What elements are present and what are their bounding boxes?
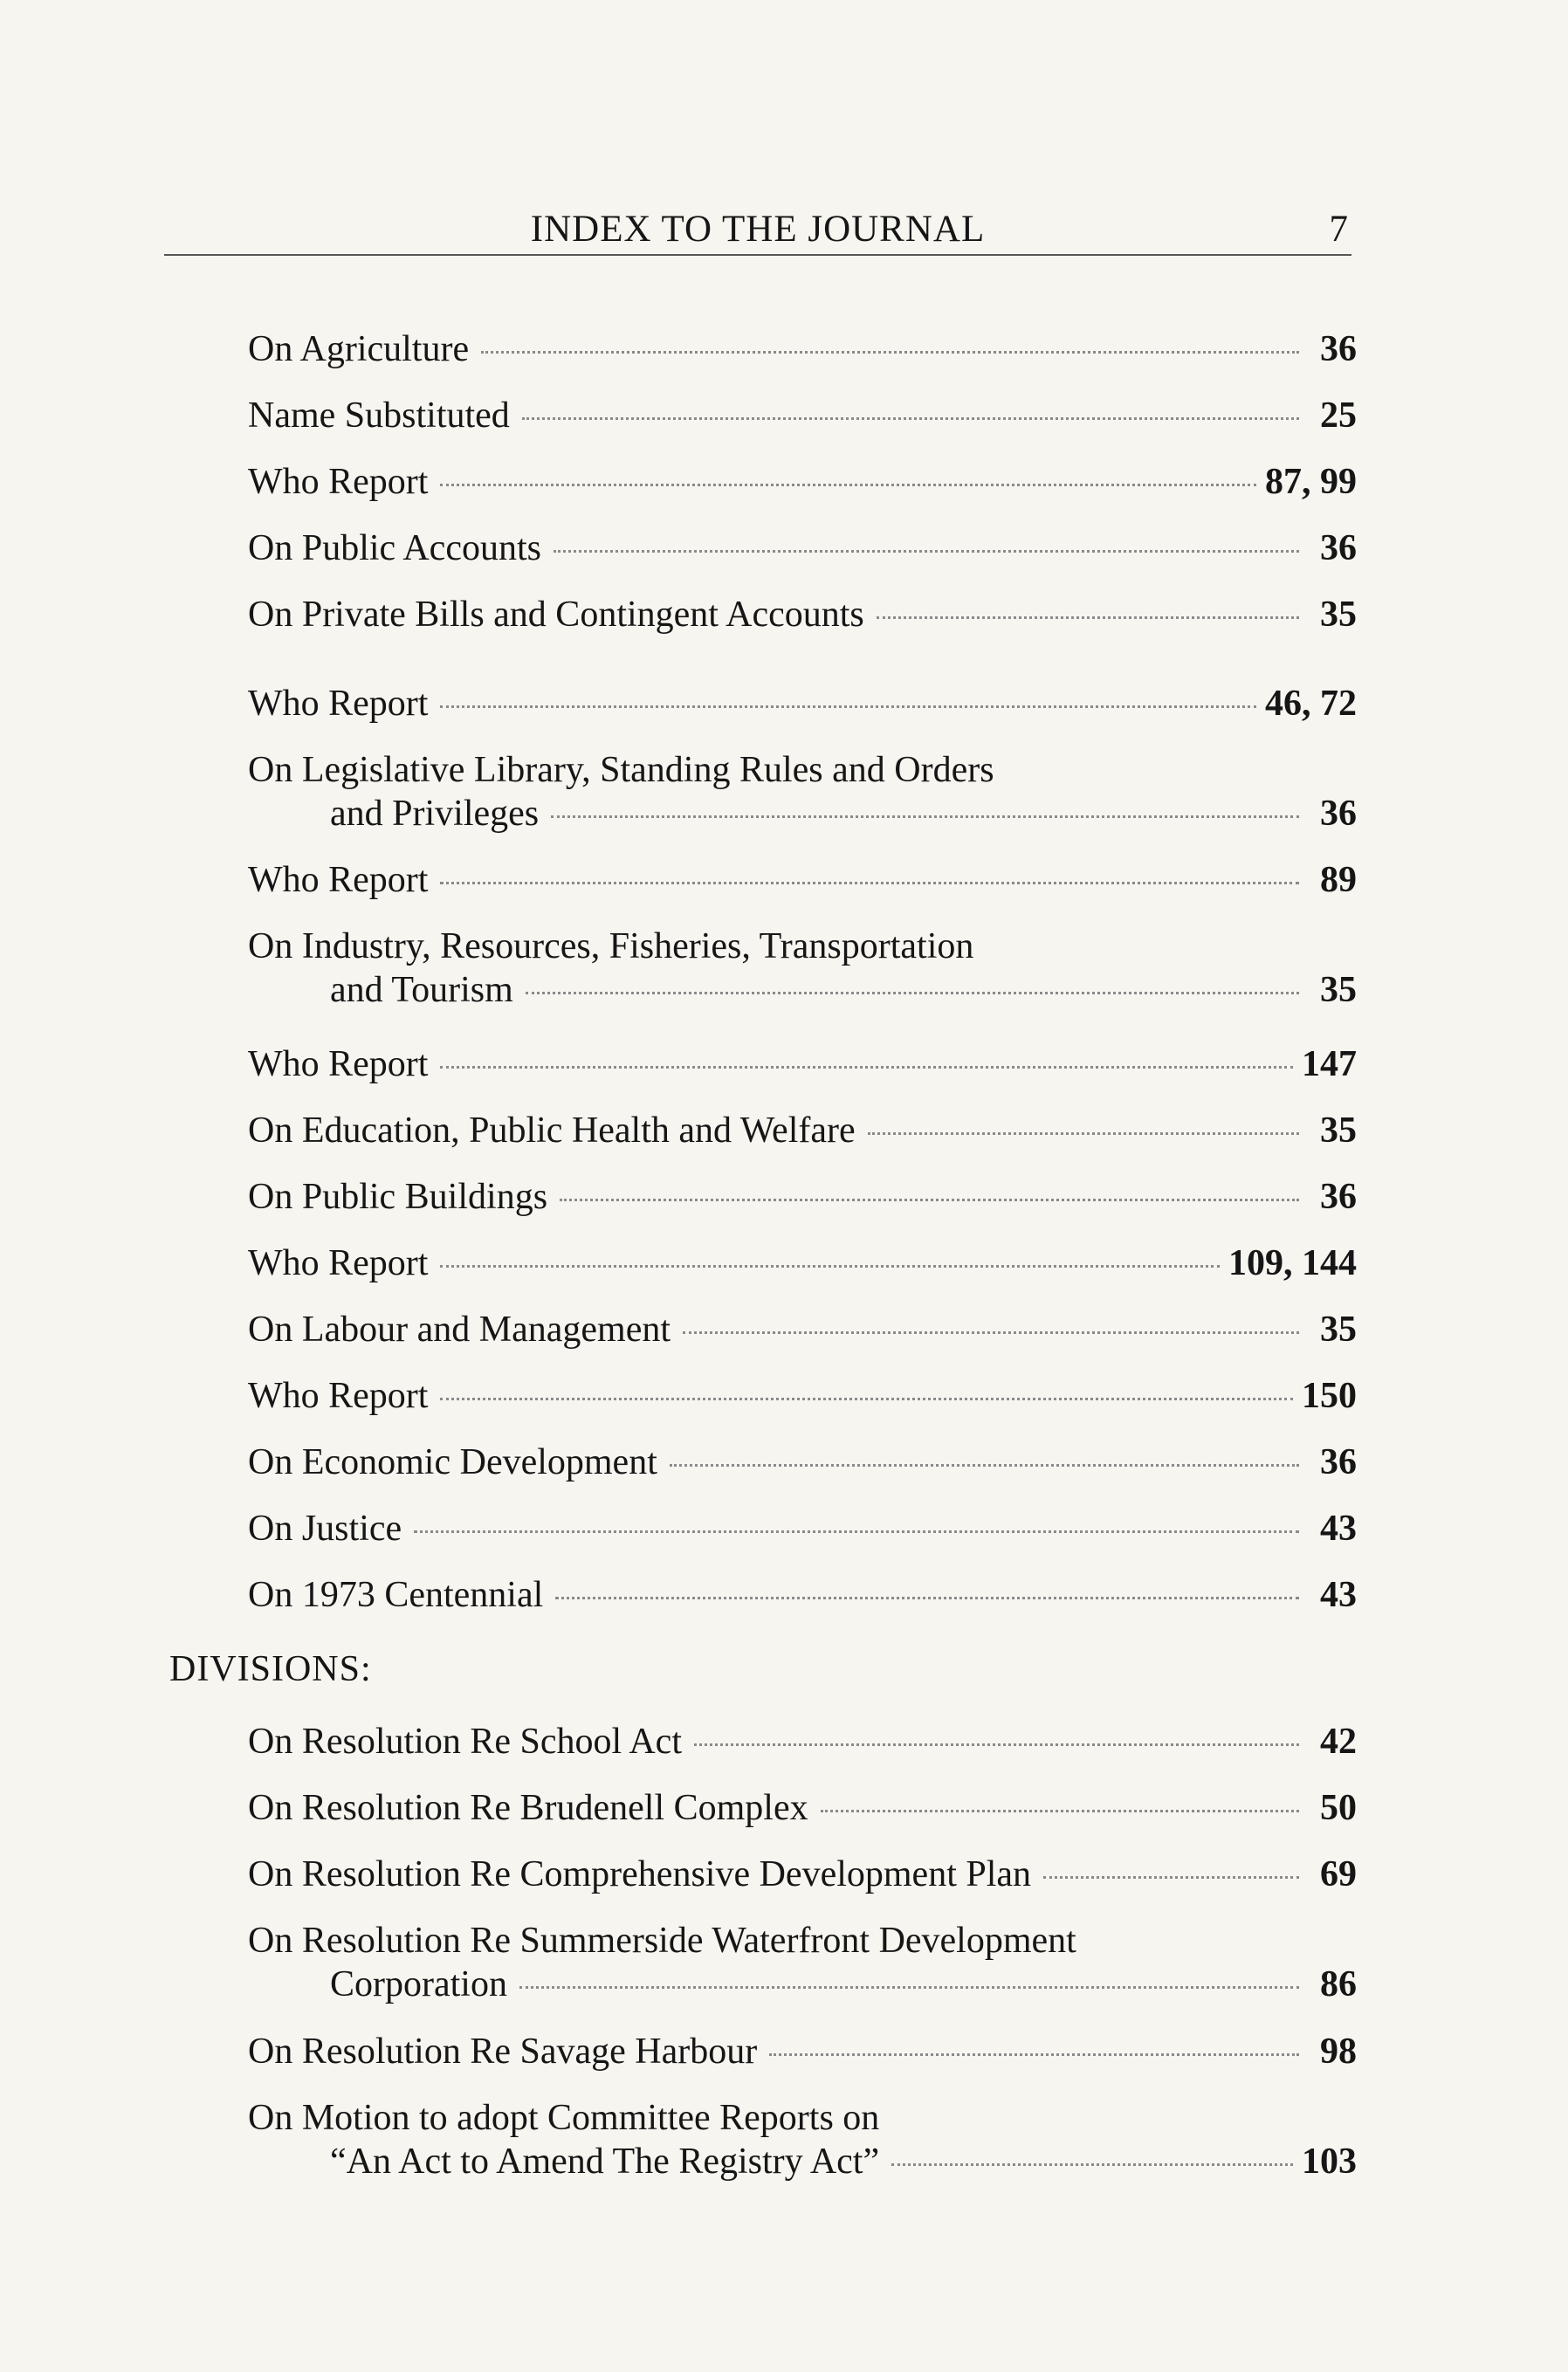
dot-leader [554, 550, 1299, 553]
entry-label: On Education, Public Health and Welfare [248, 1110, 856, 1151]
dot-leader [877, 616, 1299, 619]
page-title: INDEX TO THE JOURNAL [530, 209, 986, 250]
dot-leader [769, 2053, 1299, 2056]
dot-leader [560, 1199, 1299, 1201]
index-entry [248, 1374, 1357, 1418]
entry-label: Name Substituted [248, 395, 510, 436]
entry-label: Who Report [248, 1044, 429, 1084]
division-entry [248, 1786, 1357, 1830]
entry-page: 98 [1320, 2032, 1357, 2072]
entry-page: 36 [1320, 1177, 1357, 1217]
entry-page: 36 [1320, 329, 1357, 369]
entry-page: 35 [1320, 595, 1357, 635]
index-entry [248, 1440, 1357, 1484]
entry-label: On Resolution Re School Act [248, 1722, 682, 1762]
dot-leader [555, 1597, 1299, 1599]
division-entry [248, 2030, 1357, 2073]
entry-page: 86 [1320, 1964, 1357, 2004]
entry-label: Corporation [330, 1964, 507, 2004]
dot-leader [526, 992, 1299, 994]
entry-first-line: On Motion to adopt Committee Reports on [248, 2098, 880, 2138]
entry-first-line: On Resolution Re Summerside Waterfront Development [248, 1921, 1076, 1961]
entry-label: On Agriculture [248, 329, 470, 369]
entry-page: 43 [1320, 1575, 1357, 1615]
division-entry [248, 1853, 1357, 1896]
entry-page: 36 [1320, 1442, 1357, 1482]
index-entry [248, 1042, 1357, 1086]
index-entry [248, 526, 1357, 570]
entry-page: 42 [1320, 1722, 1357, 1762]
dot-leader [414, 1530, 1299, 1533]
entry-label: and Privileges [330, 794, 540, 834]
index-entry [248, 1109, 1357, 1152]
dot-leader [440, 484, 1256, 486]
division-entry [248, 1720, 1357, 1764]
entry-page: 69 [1320, 1854, 1357, 1894]
dot-leader [440, 1265, 1220, 1268]
dot-leader [551, 815, 1299, 818]
entry-label: On Justice [248, 1509, 402, 1549]
entry-label: On Private Bills and Contingent Accounts [248, 595, 864, 635]
entry-label: On 1973 Centennial [248, 1575, 544, 1615]
index-entry [248, 748, 1357, 835]
entry-label: “An Act to Amend The Registry Act” [330, 2142, 880, 2182]
entry-label: On Resolution Re Brudenell Complex [248, 1788, 808, 1828]
entry-page: 35 [1320, 1310, 1357, 1350]
entry-page: 50 [1320, 1788, 1357, 1828]
entry-label: On Labour and Management [248, 1310, 671, 1350]
entry-label: On Public Buildings [248, 1177, 548, 1217]
index-entry [248, 1308, 1357, 1351]
entry-label: On Resolution Re Savage Harbour [248, 2032, 758, 2072]
index-entry [248, 460, 1357, 504]
entry-page: 109, 144 [1228, 1243, 1357, 1283]
divisions-heading: DIVISIONS: [169, 1649, 372, 1689]
page-header [164, 205, 1351, 256]
entry-page: 46, 72 [1265, 684, 1357, 724]
entry-label: Who Report [248, 1376, 429, 1416]
index-entry [248, 1241, 1357, 1285]
entry-first-line: On Industry, Resources, Fisheries, Transportation [248, 926, 974, 966]
entry-label: Who Report [248, 860, 429, 900]
dot-leader [891, 2163, 1293, 2166]
entry-page: 36 [1320, 794, 1357, 834]
entry-label: and Tourism [330, 970, 513, 1010]
division-entry [248, 2096, 1357, 2183]
dot-leader [440, 882, 1299, 884]
index-entry [248, 925, 1357, 1012]
entry-label: Who Report [248, 1243, 429, 1283]
entry-label: On Economic Development [248, 1442, 657, 1482]
entry-label: Who Report [248, 684, 429, 724]
index-entry [248, 682, 1357, 725]
entry-page: 35 [1320, 1110, 1357, 1151]
entry-first-line: On Legislative Library, Standing Rules and Orders [248, 750, 994, 790]
dot-leader [670, 1464, 1299, 1467]
page-number: 7 [1329, 209, 1348, 250]
dot-leader [821, 1810, 1299, 1812]
index-entry [248, 593, 1357, 636]
dot-leader [519, 1986, 1299, 1989]
entry-page: 89 [1320, 860, 1357, 900]
dot-leader [868, 1132, 1299, 1135]
entry-page: 25 [1320, 395, 1357, 436]
dot-leader [522, 417, 1299, 420]
dot-leader [440, 1398, 1293, 1400]
index-entry [248, 394, 1357, 437]
entry-page: 103 [1302, 2142, 1357, 2182]
index-entry [248, 1573, 1357, 1617]
index-entry [248, 1507, 1357, 1550]
entry-label: On Public Accounts [248, 528, 541, 568]
entry-page: 147 [1302, 1044, 1357, 1084]
dot-leader [440, 705, 1256, 708]
entry-page: 36 [1320, 528, 1357, 568]
entry-page: 43 [1320, 1509, 1357, 1549]
entry-page: 87, 99 [1265, 462, 1357, 502]
index-entry [248, 1175, 1357, 1219]
division-entry [248, 1919, 1357, 2006]
entry-label: On Resolution Re Comprehensive Development Plan [248, 1854, 1032, 1894]
dot-leader [440, 1066, 1293, 1069]
entry-label: Who Report [248, 462, 429, 502]
dot-leader [481, 351, 1299, 354]
index-entry [248, 858, 1357, 902]
dot-leader [683, 1331, 1299, 1334]
index-entry [248, 327, 1357, 371]
entry-page: 150 [1302, 1376, 1357, 1416]
dot-leader [694, 1743, 1299, 1746]
entry-page: 35 [1320, 970, 1357, 1010]
dot-leader [1043, 1876, 1299, 1879]
